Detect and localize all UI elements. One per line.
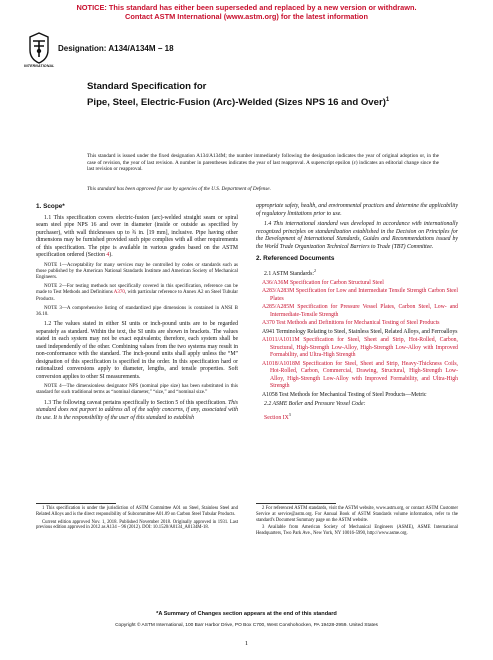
notice-line-1: NOTICE: This standard has either been superseded and replaced by a new version or withdrawn. — [76, 3, 417, 12]
reference-title: Test Methods for Mechanical Testing of Steel Products—Metric — [279, 391, 427, 398]
withdrawal-notice — [0, 3, 493, 21]
left-column — [36, 203, 238, 425]
reference-item[interactable] — [262, 279, 458, 288]
reference-code[interactable]: A941 — [262, 328, 275, 335]
title-line-2: Pipe, Steel, Electric-Fusion (Arc)-Welded (Sizes NPS 16 and Over) — [87, 96, 386, 108]
footnotes-right — [256, 506, 458, 539]
footnote-rule-left — [36, 503, 116, 504]
reference-code[interactable]: A36/A36M — [262, 279, 289, 286]
para-1-3-cont: appropriate safety, health, and environmental practices and determine the applicability of regulatory limitations prior to use. — [256, 203, 458, 217]
reference-item[interactable] — [262, 320, 458, 328]
asme-section-ix: Section $IX^3$ — [264, 411, 291, 421]
footnote-1-edition: Current edition approved Nov. 1, 2018. Published November 2018. Originally approved in 1931. Last previous edition approved in 2012 as A134 – 96 (2012). DOI: 10.1520/A0134_A0134M-18. — [36, 519, 238, 531]
right-column — [256, 203, 458, 424]
section-1-heading: 1. Scope* — [36, 203, 65, 210]
title-footnote-mark: 1 — [385, 96, 390, 103]
section-2-heading: 2. Referenced Documents — [256, 255, 335, 262]
reference-code[interactable]: A1018/A1018M — [262, 360, 301, 367]
asme-subheading: 2.2 ASME Boiler and Pressure Vessel Code: — [264, 401, 366, 408]
summary-note: *A Summary of Changes section appears at the end of this standard — [156, 611, 337, 617]
reference-item[interactable] — [262, 337, 458, 360]
note-2: NOTE 2—For testing methods not specifically covered in this specification, reference can be made to Test Methods and Definitions A370, with particular reference to Annex A2 on Steel Tubular Products. — [36, 284, 239, 302]
reference-code[interactable]: A370 — [262, 320, 275, 327]
document-title — [87, 81, 427, 109]
footnotes-left — [36, 506, 238, 533]
reference-item[interactable] — [262, 288, 459, 303]
astm-logo-icon — [28, 32, 50, 64]
reference-item[interactable] — [262, 360, 458, 391]
para-1-1: 1.1 This specification covers electric-fusion (arc)-welded straight seam or spiral seam steel pipe NPS 16 and over in diameter (inside or outside as specified by purchaser), with wall thicknesses up to ¾ in. [19 mm], inclusive. Pipe having other dimensions may be furnished provided such pipe complies with all other requirements of this specification. The pipe is available in various grades based on the ASTM specification ordered (Section 4). — [36, 214, 238, 258]
reference-code[interactable]: A283/A283M — [262, 288, 295, 295]
reference-title: Specification for Low and Intermediate Tensile Strength Carbon Steel Plates — [270, 288, 459, 302]
note-1: NOTE 1—Acceptability for many services may be controlled by codes or standards such as those published by the American National Standards Institute and American Society of Mechanical Engineers. — [36, 262, 238, 280]
section-ix-link[interactable]: Section IX — [264, 414, 289, 421]
reference-title: Specification for Carbon Structural Steel — [289, 279, 384, 286]
section-4-link[interactable]: 4 — [106, 252, 110, 258]
reference-title: Specification for Steel, Sheet and Strip, Heavy-Thickness Coils, Hot-Rolled, Carbon, Commercial, Drawing, Structural, High-Strength Low-Alloy, High-Strength Low-Alloy with Improved Formability, and Ultra-High Strength — [270, 360, 458, 390]
reference-code[interactable]: A1058 — [262, 391, 278, 398]
astm-standards-subheading: 2.1 ASTM Standards:$^2$ — [264, 267, 316, 277]
reference-title: Specification for Steel, Sheet and Strip, Hot-Rolled, Carbon, Structural, High-Strength Low-Alloy, High-Strength Low-Alloy with Improved Formability, and Ultra-High Strength — [270, 337, 458, 359]
para-1-2: 1.2 The values stated in either SI units or inch-pound units are to be regarded separately as standard. Within the text, the SI units are shown in brackets. The values stated in each system may not be exact equivalents; therefore, each system shall be used independently of the other. Combining values from the two systems may result in non-conformance with the standard. The inch-pound units shall apply unless the “M” designation of this specification is specified in the order. In this specification hard or rationalized conversions apply to diameter, lengths, and tensile properties. Soft conversion applies to other SI measurements. — [36, 321, 238, 380]
a370-link[interactable]: A370 — [113, 290, 125, 296]
para-1-3: 1.3 The following caveat pertains specifically to Section 5 of this specification. This standard does not purport to address all of the safety concerns, if any, associated with its use. It is the responsibility of the user of this standard to establish — [36, 399, 238, 421]
footnote-2: 2 For referenced ASTM standards, visit the ASTM website, www.astm.org, or contact ASTM Customer Service at service@astm.org. For Annual Book of ASTM Standards volume information, refer to the standard's Document Summary page on the ASTM website. — [256, 506, 458, 523]
reference-list — [256, 280, 458, 400]
footnote-1: 1 This specification is under the jurisdiction of ASTM Committee A01 on Steel, Stainless Steel and Related Alloys and is the direct responsibility of Subcommittee A01.09 on Carbon Steel Tubular Products. — [36, 506, 238, 517]
reference-title: Specification for Pressure Vessel Plates, Carbon Steel, Low- and Intermediate-Tensile Strength — [270, 304, 458, 318]
preamble: This standard is issued under the fixed designation A134/A134M; the number immediately following the designation indicates the year of original adoption or, in the case of revision, the year of last revision. A number in parentheses indicates the year of last reapproval. A superscript epsilon (ε) indicates an editorial change since the last revision or reapproval. — [87, 153, 439, 173]
footnote-3: 3 Available from American Society of Mechanical Engineers (ASME), ASME International Headquarters, Two Park Ave., New York, NY 10016-5990, http://www.asme.org. — [256, 525, 458, 537]
note-3: NOTE 3—A comprehensive listing of standardized pipe dimensions is contained in ANSI B 36.10. — [36, 305, 238, 317]
reference-item[interactable] — [262, 304, 458, 319]
notice-line-2: Contact ASTM International (www.astm.org) for the latest information — [125, 12, 368, 21]
reference-title: Terminology Relating to Steel, Stainless Steel, Related Alloys, and Ferroalloys — [276, 328, 458, 335]
page-number: 1 — [244, 640, 249, 647]
copyright-line: Copyright © ASTM International, 100 Barr Harbor Drive, PO Box C700, West Conshohocken, PA 19428-2959. United States — [115, 623, 378, 628]
note-4: NOTE 4—The dimensionless designator NPS (nominal pipe size) has been substituted in this standard for such traditional terms as “nominal diameter,” “size,” and “nominal size.” — [36, 384, 238, 396]
logo-wordmark: INTERNATIONAL — [24, 64, 55, 68]
reference-code[interactable]: A285/A285M — [262, 304, 295, 311]
title-line-1: Standard Specification for — [87, 81, 207, 92]
footnote-rule-right — [256, 503, 336, 504]
designation: Designation: A134/A134M − 18 — [58, 44, 174, 53]
para-1-4: 1.4 This international standard was developed in accordance with internationally recognized principles on standardization established in the Decision on Principles for the Development of International Standards, Guides and Recommendations issued by the World Trade Organization Technical Barriers to Trade (TBT) Committee. — [256, 221, 458, 250]
reference-item[interactable] — [262, 391, 458, 400]
dod-approval: This standard has been approved for use by agencies of the U.S. Department of Defense. — [87, 186, 271, 192]
reference-code[interactable]: A1011/A1011M — [262, 337, 300, 344]
reference-item[interactable] — [262, 328, 458, 337]
reference-title: Test Methods and Definitions for Mechanical Testing of Steel Products — [276, 320, 440, 327]
